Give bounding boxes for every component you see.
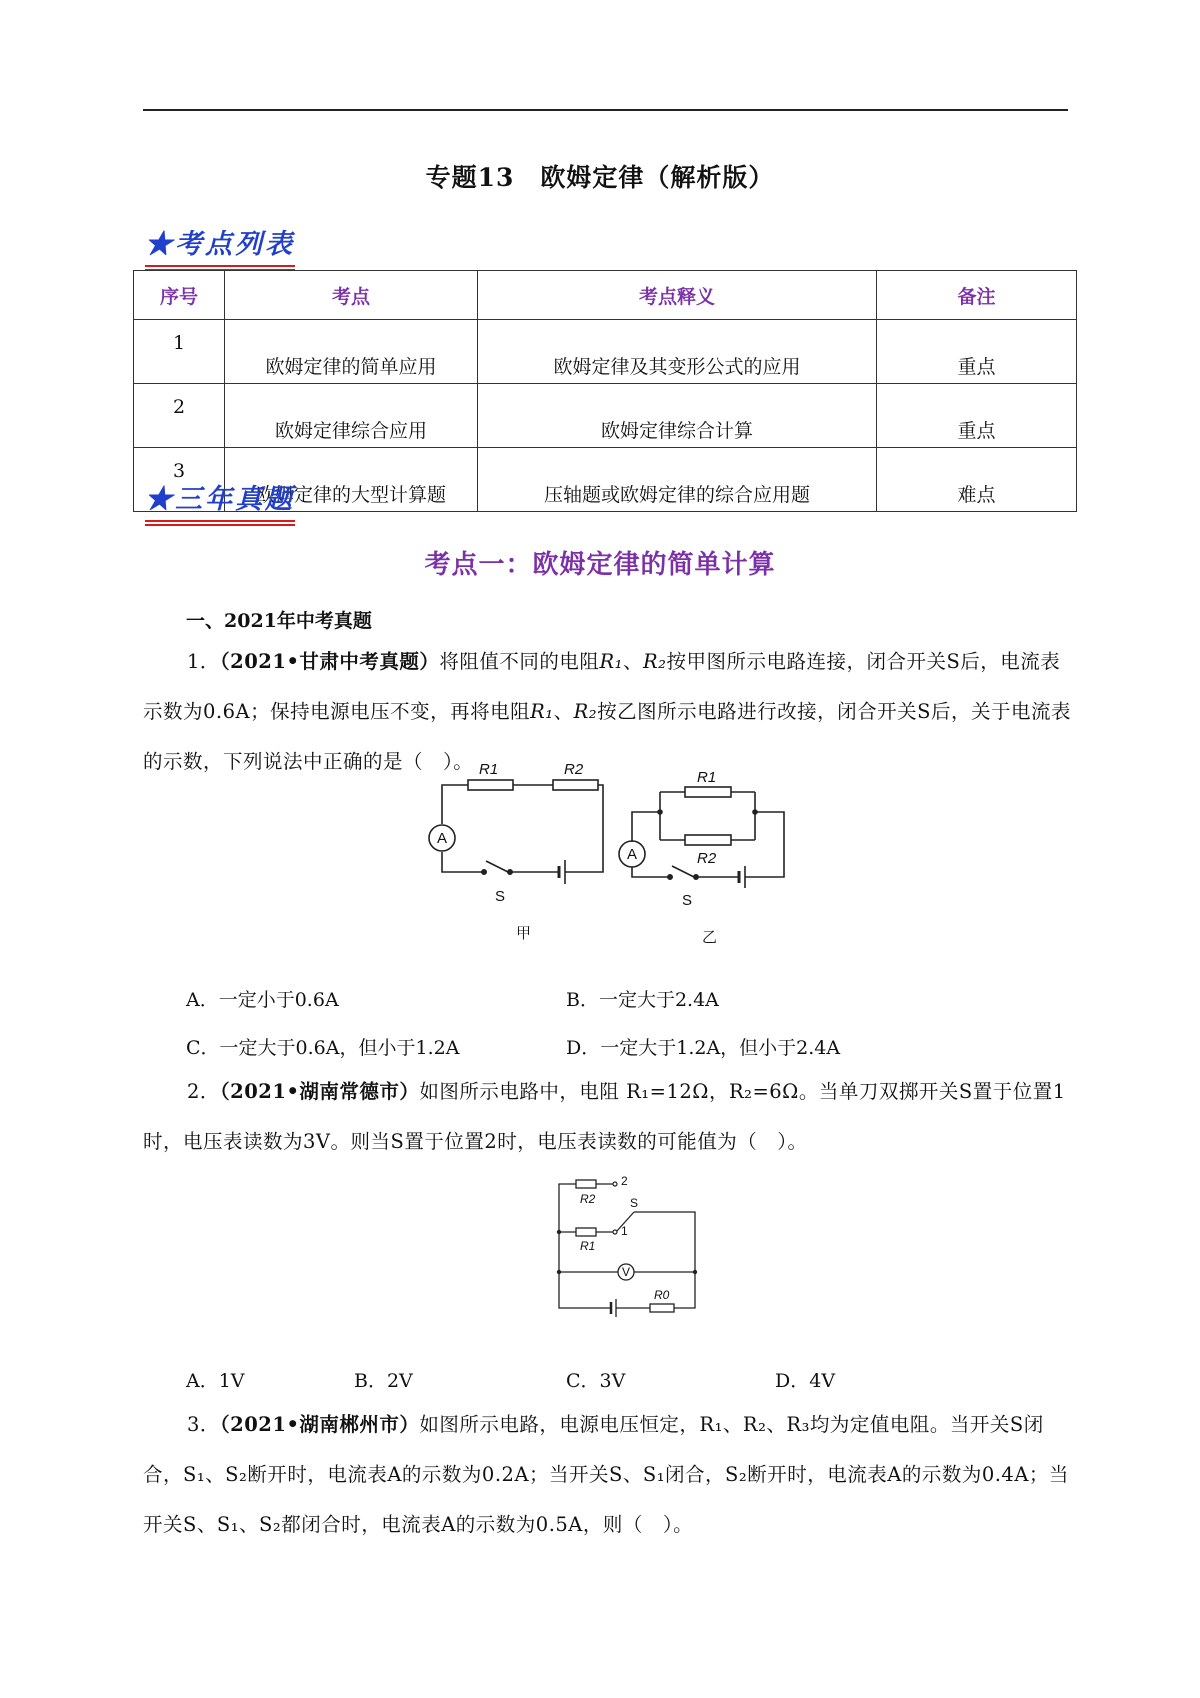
switch-label: S <box>495 888 506 905</box>
q1-option-a[interactable]: A．一定小于0.6A <box>186 989 339 1011</box>
question-number: 2． <box>187 1080 220 1103</box>
table-row <box>134 320 1077 384</box>
separator: 、 <box>553 700 574 723</box>
table-cell: 难点 <box>877 448 1077 512</box>
table-row <box>134 384 1077 448</box>
position-1-label: 1 <box>621 1224 628 1238</box>
table-cell: 3 <box>134 448 225 512</box>
table-cell: 重点 <box>877 384 1077 448</box>
position-2-label: 2 <box>621 1174 628 1188</box>
symbol-r2: R₂ <box>573 700 598 723</box>
col-header-note: 备注 <box>877 271 1077 320</box>
q2-circuit-figure <box>556 1172 706 1332</box>
question-text: 将阻值不同的电阻 <box>439 650 600 673</box>
r2-label: R2 <box>564 761 584 778</box>
table-cell: 2 <box>134 384 225 448</box>
symbol-r2: R₂ <box>642 650 667 673</box>
document-title: 专题13 欧姆定律（解析版） <box>425 163 775 192</box>
ammeter-label: A <box>627 846 638 863</box>
symbol-r1: R₁ <box>530 700 554 723</box>
r2-label: R2 <box>580 1192 596 1206</box>
r1-label: R1 <box>580 1239 596 1253</box>
col-header-explanation: 考点释义 <box>478 271 877 320</box>
r2-label: R2 <box>697 850 717 867</box>
voltmeter-label: V <box>622 1265 631 1279</box>
q2-option-b[interactable]: B．2V <box>354 1370 413 1392</box>
q1-option-d[interactable]: D．一定大于1.2A，但小于2.4A <box>566 1037 841 1059</box>
question-number: 1． <box>187 650 220 673</box>
switch-label: S <box>630 1196 639 1210</box>
ammeter-label: A <box>437 830 448 847</box>
q1-option-b[interactable]: B．一定大于2.4A <box>566 989 719 1011</box>
table-cell: 欧姆定律综合应用 <box>225 384 478 448</box>
table-cell: 重点 <box>877 320 1077 384</box>
question-text: 如图所示电路中，电阻 R₁=12Ω，R₂=6Ω。当单刀双掷开关S置于位置1时，电压表读数为3V。则当S置于位置2时，电压表读数的可能值为（ ）。 <box>143 1080 1066 1153</box>
q2-option-a[interactable]: A．1V <box>186 1370 245 1392</box>
table-cell: 欧姆定律综合计算 <box>478 384 877 448</box>
question-2 <box>143 1067 1073 1167</box>
section-heading-list-text: ★考点列表 <box>145 229 295 260</box>
question-source: （2021•湖南常德市） <box>219 1080 420 1103</box>
question-text: 如图所示电路，电源电压恒定，R₁、R₂、R₃均为定值电阻。当开关S闭合，S₁、S₂断开时，电流表A的示数为0.2A；当开关S、S₁闭合，S₂断开时，电流表A的示数为0.4A；当开关S、S₁、S₂都闭合时，电流表A的示数为0.5A，则（ ）。 <box>143 1413 1069 1536</box>
table-cell: 压轴题或欧姆定律的综合应用题 <box>478 448 877 512</box>
table-cell: 欧姆定律及其变形公式的应用 <box>478 320 877 384</box>
switch-label: S <box>682 892 693 909</box>
r0-label: R0 <box>654 1288 670 1302</box>
question-number: 3． <box>187 1413 220 1436</box>
figure-label-jia: 甲 <box>516 925 532 942</box>
section-heading-list <box>145 222 295 261</box>
table-cell: 1 <box>134 320 225 384</box>
question-text: 按甲图所示电路连接，闭合开关S后，电流表示数为0.6A；保持电源电压不变，再将电阻 <box>143 650 1061 723</box>
table-cell: 欧姆定律的简单应用 <box>225 320 478 384</box>
q1-option-c[interactable]: C．一定大于0.6A，但小于1.2A <box>186 1037 460 1059</box>
table-header-row <box>134 271 1077 320</box>
symbol-r1: R₁ <box>599 650 623 673</box>
separator: 、 <box>622 650 643 673</box>
question-source: （2021•湖南郴州市） <box>219 1413 420 1436</box>
question-text: 按乙图所示电路进行改接，闭合开关S后，关于电流表的示数，下列说法中正确的是（ ）。 <box>143 700 1071 773</box>
r1-label: R1 <box>697 769 717 786</box>
r1-label: R1 <box>479 761 499 778</box>
topic-table <box>133 270 1077 512</box>
col-header-index: 序号 <box>134 271 225 320</box>
table-cell: 欧姆定律的大型计算题 <box>225 448 478 512</box>
subsection-year: 一、2021年中考真题 <box>186 610 372 632</box>
figure-label-yi: 乙 <box>702 929 718 946</box>
question-3 <box>143 1400 1073 1550</box>
col-header-topic: 考点 <box>225 271 478 320</box>
question-1 <box>143 637 1073 787</box>
q1-circuit-figure <box>420 761 840 960</box>
section-heading-past <box>145 477 295 516</box>
q2-option-c[interactable]: C．3V <box>566 1370 626 1392</box>
question-source: （2021•甘肃中考真题） <box>219 650 440 673</box>
kaodian-title: 考点一：欧姆定律的简单计算 <box>424 550 776 580</box>
section-heading-past-text: ★三年真题 <box>145 484 295 515</box>
q2-option-d[interactable]: D．4V <box>775 1370 836 1392</box>
header-rule <box>143 109 1068 111</box>
